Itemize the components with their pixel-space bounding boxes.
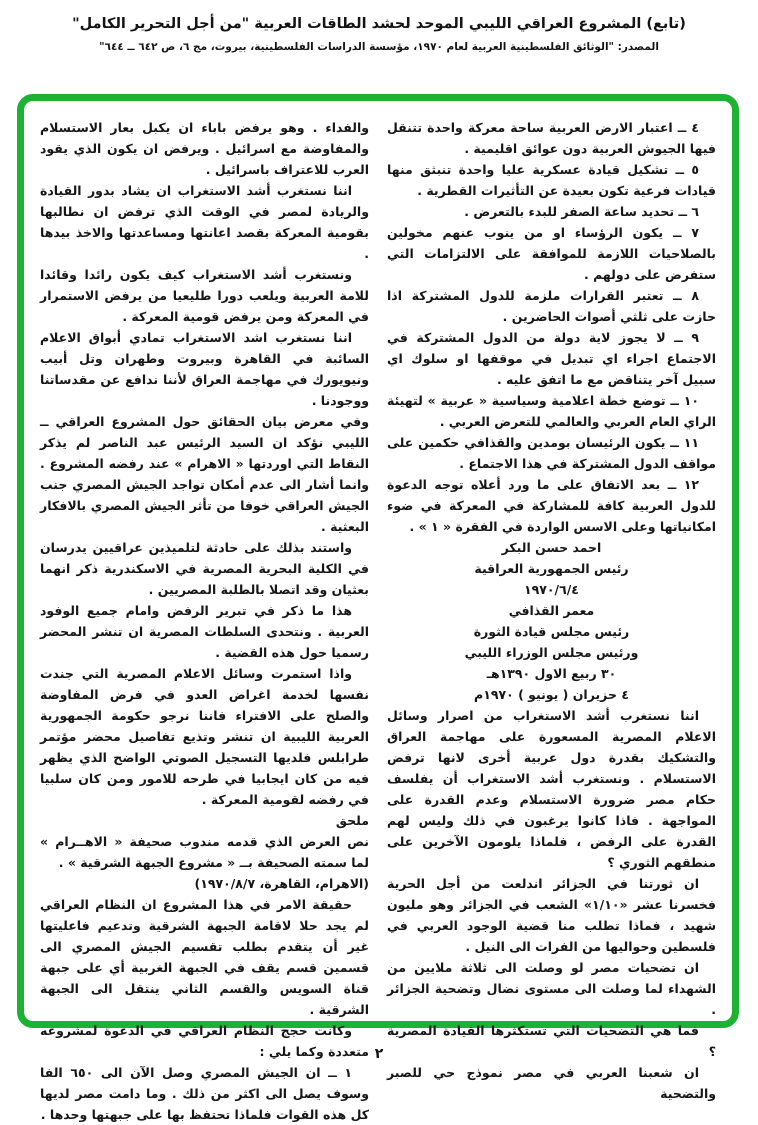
paragraph: اننا نستغرب أشد الاستغراب من اصرار وسائل الاعلام المصرية المسعورة على مهاجمة العراق والتشكيك بقدرة دول عربية أخرى لانها ترفض الاستسلام . ونستغرب أشد الاستغراب أن يفلسف حكام مصر ضرورة الاستسلام وعدم القدرة على المواجهة . فاذا كانوا يرغبون في ذلك وليس لهم القدرة على الرفض ، فلماذا يلومون الآخرين على منطقهم الثوري ؟ [387, 708, 716, 870]
paragraph: ١٢ ــ بعد الاتفاق على ما ورد أعلاه توجه الدعوة للدول العربية كافة للمشاركة في المعركة في ضوء امكانياتها وعلى الاسس الواردة في الفقرة « ١ » . [387, 477, 716, 534]
paragraph: ٥ ــ تشكيل قيادة عسكرية عليا واحدة تنبثق منها قيادات فرعية تكون بعيدة عن التأثيرات القطرية . [387, 162, 716, 198]
source-citation: المصدر: "الوثائق الفلسطينية العربية لعام ١٩٧٠، مؤسسة الدراسات الفلسطينية، بيروت، مج ٦، ص ٦٤٢ ــ ٦٤٤" [99, 41, 659, 53]
paragraph: ٦ ــ تحديد ساعة الصفر للبدء بالتعرض . [464, 204, 699, 219]
page-number: ٢ [374, 1046, 384, 1062]
paragraph: ٤ ــ اعتبار الارض العربية ساحة معركة واحدة تتنقل فيها الجيوش العربية دون عوائق اقليمية . [387, 120, 716, 156]
paragraph: ان تضحيات مصر لو وصلت الى ثلاثة ملايين من الشهداء لما وصلت الى مستوى نضال وتضحية الجزائر . [387, 960, 716, 1017]
page-title: (تابع) المشروع العراقي الليبي الموحد لحشد الطاقات العربية "من أجل التحرير الكامل" [72, 16, 686, 32]
paragraph: ان شعبنا العربي في مصر نموذج حي للصبر والتضحية [387, 1065, 716, 1101]
paragraph: ١ ــ ان الجيش المصري وصل الآن الى ٦٥٠ الفا وسوف يصل الى اكثر من ذلك . وما دامت مصر لديها كل هذه القوات فلماذا تحتفظ بها على جبهتها وحدها . [40, 1065, 369, 1122]
paragraph: ١١ ــ يكون الرئيسان بومدين والقذافي حكمين على مواقف الدول المشتركة في هذا الاجتماع . [387, 435, 716, 471]
paragraph: ورئيس مجلس الوزراء الليبي [464, 645, 639, 660]
column-right [387, 117, 716, 1101]
document-header [0, 0, 758, 53]
paragraph: واذا استمرت وسائل الاعلام المصرية التي جندت نفسها لخدمة اغراض العدو في فرض المفاوضة والصلح على الافتراء فاننا نرجو حكومة الجمهورية العربية الليبية ان تنشر وتذيع تفاصيل محضر مؤتمر طرابلس فلديها التسجيل الصوتي الواضح الذي يظهر فيه من كان ايجابيا في طرحه للامور ومن كان سلبيا في رفضه لقومية المعركة . [40, 666, 369, 807]
paragraph: ٤ حزيران ( يونيو ) ١٩٧٠م [474, 687, 629, 702]
paragraph: رئيس مجلس قيادة الثورة [473, 624, 630, 639]
paragraph: ملحق [335, 813, 369, 828]
paragraph: ٩ ــ لا يجوز لاية دولة من الدول المشتركة في الاجتماع اجراء اي تبديل في موقفها او سلوك اي سبيل آخر يتناقض مع ما اتفق عليه . [387, 330, 716, 387]
paragraph: ٣٠ ربيع الاول ١٣٩٠هـ [486, 666, 617, 681]
paragraph: ونستغرب أشد الاستغراب كيف يكون رائدا وقائدا للامة العربية ويلعب دورا طليعيا من يرفض الاستمرار في المعركة ومن يرفض قومية المعركة . [40, 267, 369, 324]
paragraph: ٧ ــ يكون الرؤساء او من ينوب عنهم مخولين بالصلاحيات اللازمة للموافقة على الالتزامات التي ستفرض على دولهم . [387, 225, 716, 282]
paragraph: وكانت حجج النظام العراقي في الدعوة لمشروعه متعددة وكما يلي : [40, 1023, 369, 1059]
green-border-box [17, 94, 739, 1122]
paragraph: ٨ ــ تعتبر القرارات ملزمة للدول المشتركة اذا حازت على ثلثي أصوات الحاضرين . [387, 288, 716, 324]
paragraph: اننا نستغرب أشد الاستغراب ان يشاد بدور القيادة والريادة لمصر في الوقت الذي ترفض ان نطالبها بقومية المعركة بقصد اعانتها ومساعدتها والاخذ بيدها . [40, 183, 369, 261]
paragraph: حقيقة الامر في هذا المشروع ان النظام العراقي لم يجد حلا لاقامة الجبهة الشرقية وتدعيم فاعليتها غير أن يتقدم بطلب تقسيم الجيش المصري الى قسمين قسم يقف في الجبهة الغربية أي على جبهة قناة السويس والقسم الثاني ينتقل الى الجبهة الشرقية . [40, 897, 369, 1017]
paragraph: هذا ما ذكر في تبرير الرفض وامام جميع الوفود العربية . ونتحدى السلطات المصرية ان تنشر المحضر رسميا حول هذه القضية . [40, 603, 369, 660]
paragraph: (الاهرام، القاهرة، ١٩٧٠/٨/٧) [194, 876, 369, 891]
paragraph: واستند بذلك على حادثة لتلميذين عراقيين يدرسان في الكلية البحرية المصرية في الاسكندرية ذكر انهما بعثيان وقد اتصلا بالطلبة المصريين . [40, 540, 369, 597]
column-left [40, 117, 369, 1122]
paragraph: اننا نستغرب اشد الاستغراب تمادي أبواق الاعلام السائبة في القاهرة وبيروت وطهران وتل أبيب ونيويورك في مهاجمة العراق لأننا ندافع عن مقدساتنا ووجودنا . [40, 330, 369, 408]
paragraph: فما هي التضحيات التي تستكثرها القيادة المصرية ؟ [387, 1023, 716, 1059]
paragraph: احمد حسن البكر [501, 540, 602, 555]
paragraph: ١٠ ــ توضع خطة اعلامية وسياسية « عربية » لتهيئة الراي العام العربي والعالمي للتعرض العربي . [387, 393, 716, 429]
paragraph: رئيس الجمهورية العراقية [474, 561, 629, 576]
paragraph: وفي معرض بيان الحقائق حول المشروع العراقي ــ الليبي نؤكد ان السيد الرئيس عبد الناصر لم يذكر النقاط التي اوردتها « الاهرام » عند رفضه المشروع . وانما أشار الى عدم أمكان تواجد الجيش المصري جنب الجيش العراقي خوفا من تأثر الجيش المصري بالافكار البعثية . [40, 414, 369, 534]
paragraph: معمر القذافي [508, 603, 595, 618]
paragraph: نص العرض الذي قدمه مندوب صحيفة « الاهــرام » لما سمته الصحيفة بــ « مشروع الجبهة الشرقية » . [40, 834, 369, 870]
paragraph: ١٩٧٠/٦/٤ [524, 582, 579, 597]
two-column-layout [40, 117, 716, 1122]
paragraph: والفداء . وهو يرفض باباء ان يكبل بعار الاستسلام والمفاوضة مع اسرائيل . ويرفض ان يكون الذي يقود العرب للاعتراف باسرائيل . [40, 120, 369, 177]
paragraph: ان ثورتنا في الجزائر اندلعت من أجل الحرية فخسرنا عشر «١/١٠» الشعب في الجزائر وهو مليون شهيد ، فماذا تطلب منا قضية الوجود العربي في فلسطين وحواليها من الفرات الى النيل . [387, 876, 716, 954]
